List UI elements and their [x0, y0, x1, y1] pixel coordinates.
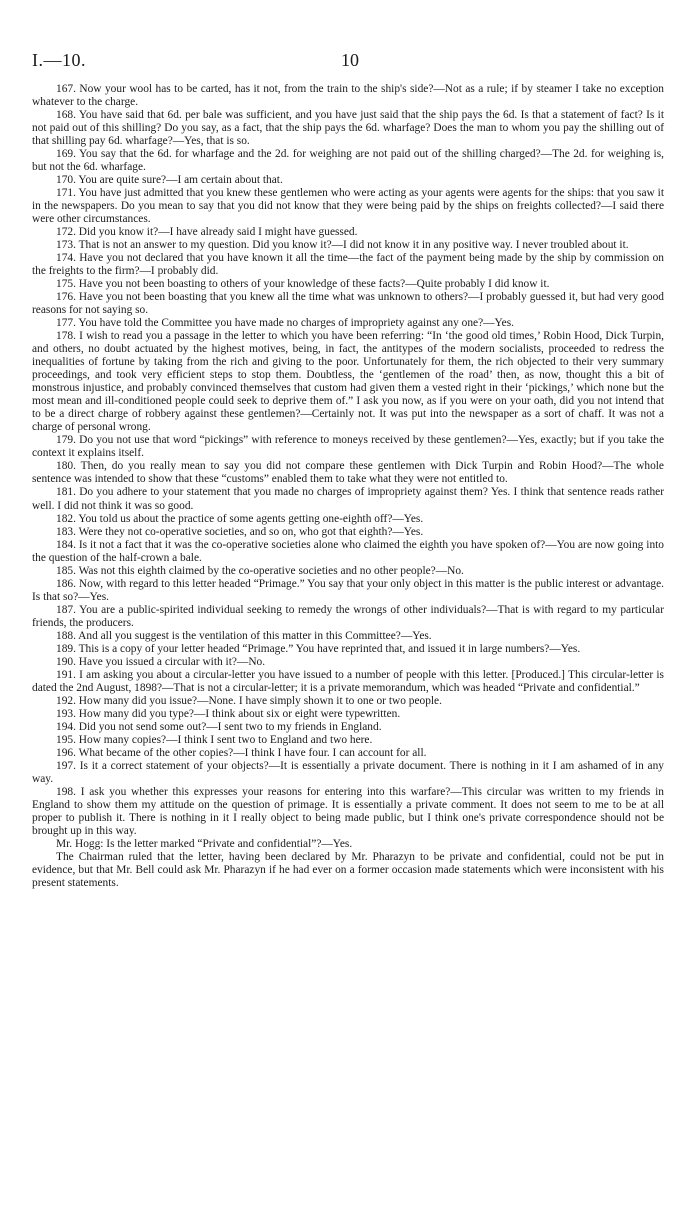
paragraph: 183. Were they not co-operative societies, and so on, who got that eighth?—Yes. [56, 525, 424, 538]
paragraph: 179. Do you not use that word “pickings” with reference to moneys received by these gentlemen?—Yes, exactly; but if you take the context it explains itself. [32, 434, 664, 460]
paragraph: 189. This is a copy of your letter headed “Primage.” You have reprinted that, and issued it in large numbers?—Yes. [56, 642, 581, 655]
paragraph: 167. Now your wool has to be carted, has it not, from the train to the ship's side?—Not as a rule; if by steamer I take no exception whatever to the charge. [32, 83, 664, 109]
paragraph: 198. I ask you whether this expresses your reasons for entering into this warfare?—This circular was written to my friends in England to show them my attitude on the question of primage. It is essentially a private comment. It does not seem to me to be at all proper to publish it. There is nothing in it I really object to being made public, but I think one's private correspondence should not be brought up in this way. [32, 785, 664, 837]
paragraph: 177. You have told the Committee you have made no charges of impropriety against any one?—Yes. [56, 317, 514, 330]
page-header [30, 50, 670, 74]
paragraph: 181. Do you adhere to your statement that you made no charges of impropriety against them? Yes. I think that sentence reads rather well. I did not think it was so good. [32, 486, 664, 512]
paragraph: 178. I wish to read you a passage in the letter to which you have been referring: “In ‘the good old times,’ Robin Hood, Dick Turpin, and others, no doubt actuated by the highest motives, being, in fact, the antitypes of the modern socialists, proceeded to redress the inequalities of fortune by taking from the rich and giving to the poor. Unfortunately for them, the rich objected to their very summary proceedings, and took very efficient steps to stop them. Doubtless, the ‘gentlemen of the road’ then, as now, thought this a bit of monstrous injustice, and probably convinced themselves that custom had given them a vested right in their ‘pickings,’ which none but the most mean and ill-conditioned people could seek to deprive them of.” I ask you now, as if you were on your oath, did you not intend that to be a direct charge of robbery against these gentlemen?—Certainly not. It was put into the newspaper as a sort of chaff. It was not a charge of personal wrong. [32, 330, 664, 434]
series-reference: I.—10. [32, 50, 86, 70]
paragraph: 169. You say that the 6d. for wharfage and the 2d. for weighing are not paid out of the shilling charged?—The 2d. for weighing is, but not the 6d. wharfage. [32, 148, 664, 174]
paragraph: 180. Then, do you really mean to say you did not compare these gentlemen with Dick Turpin and Robin Hood?—The whole sentence was intended to show that these “customs” enabled them to take what they were not entitled to. [32, 460, 664, 486]
paragraph: 187. You are a public-spirited individual seeking to remedy the wrongs of other individuals?—That is with regard to my particular friends, the producers. [32, 603, 664, 629]
paragraph: 193. How many did you type?—I think about six or eight were typewritten. [56, 707, 401, 720]
paragraph: 196. What became of the other copies?—I think I have four. I can account for all. [56, 746, 427, 759]
paragraph: 174. Have you not declared that you have known it all the time—the fact of the payment being made by the ship by commission on the freights to the firm?—I probably did. [32, 252, 664, 278]
paragraph: Mr. Hogg: Is the letter marked “Private and confidential”?—Yes. [56, 837, 353, 850]
paragraph: 175. Have you not been boasting to others of your knowledge of these facts?—Quite probably I did know it. [56, 278, 550, 291]
body-text [32, 83, 664, 890]
paragraph: 173. That is not an answer to my question. Did you know it?—I did not know it in any positive way. I never troubled about it. [56, 239, 629, 252]
paragraph: 186. Now, with regard to this letter headed “Primage.” You say that your only object in this matter is the public interest or advantage. Is that so?—Yes. [32, 577, 664, 603]
paragraph: 176. Have you not been boasting that you knew all the time what was unknown to others?—I probably guessed it, but had very good reasons for not saying so. [32, 291, 664, 317]
paragraph: 171. You have just admitted that you knew these gentlemen who were acting as your agents were agents for the ships: that you saw it in the newspapers. Do you mean to say that you did not know that they were being paid by the ships on freights collected?—I said there were other circumstances. [32, 187, 664, 226]
paragraph: The Chairman ruled that the letter, having been declared by Mr. Pharazyn to be private and confidential, could not be put in evidence, but that Mr. Bell could ask Mr. Pharazyn if he had ever on a former occasion made statements which were inconsistent with his present statements. [32, 850, 664, 889]
paragraph: 170. You are quite sure?—I am certain about that. [56, 174, 283, 187]
paragraph: 188. And all you suggest is the ventilation of this matter in this Committee?—Yes. [56, 629, 432, 642]
paragraph: 184. Is it not a fact that it was the co-operative societies alone who claimed the eighth you have spoken of?—You are now going into the question of the half-crown a bale. [32, 538, 664, 564]
paragraph: 185. Was not this eighth claimed by the co-operative societies and no other people?—No. [56, 564, 464, 577]
paragraph: 195. How many copies?—I think I sent two to England and two here. [56, 733, 373, 746]
paragraph: 172. Did you know it?—I have already said I might have guessed. [56, 226, 358, 239]
paragraph: 190. Have you issued a circular with it?—No. [56, 655, 266, 668]
paragraph: 168. You have said that 6d. per bale was sufficient, and you have just said that the ship pays the 6d. Is that a statement of fact? Is it not paid out of this shilling? Do you say, as a fact, that the ship pays the 6d. wharfage? Does the man to whom you pay the shilling out of that shilling pay 6d. wharfage?—Yes, that is so. [32, 109, 664, 148]
paragraph: 191. I am asking you about a circular-letter you have issued to a number of people with this letter. [Produced.] This circular-letter is dated the 2nd August, 1898?—That is not a circular-letter; it is a private memorandum, which was headed “Private and confidential.” [32, 668, 664, 694]
paragraph: 197. Is it a correct statement of your objects?—It is essentially a private document. There is nothing in it I am ashamed of in any way. [32, 759, 664, 785]
paragraph: 192. How many did you issue?—None. I have simply shown it to one or two people. [56, 694, 442, 707]
paragraph: 182. You told us about the practice of some agents getting one-eighth off?—Yes. [56, 512, 424, 525]
page-number: 10 [341, 50, 359, 70]
paragraph: 194. Did you not send some out?—I sent two to my friends in England. [56, 720, 382, 733]
